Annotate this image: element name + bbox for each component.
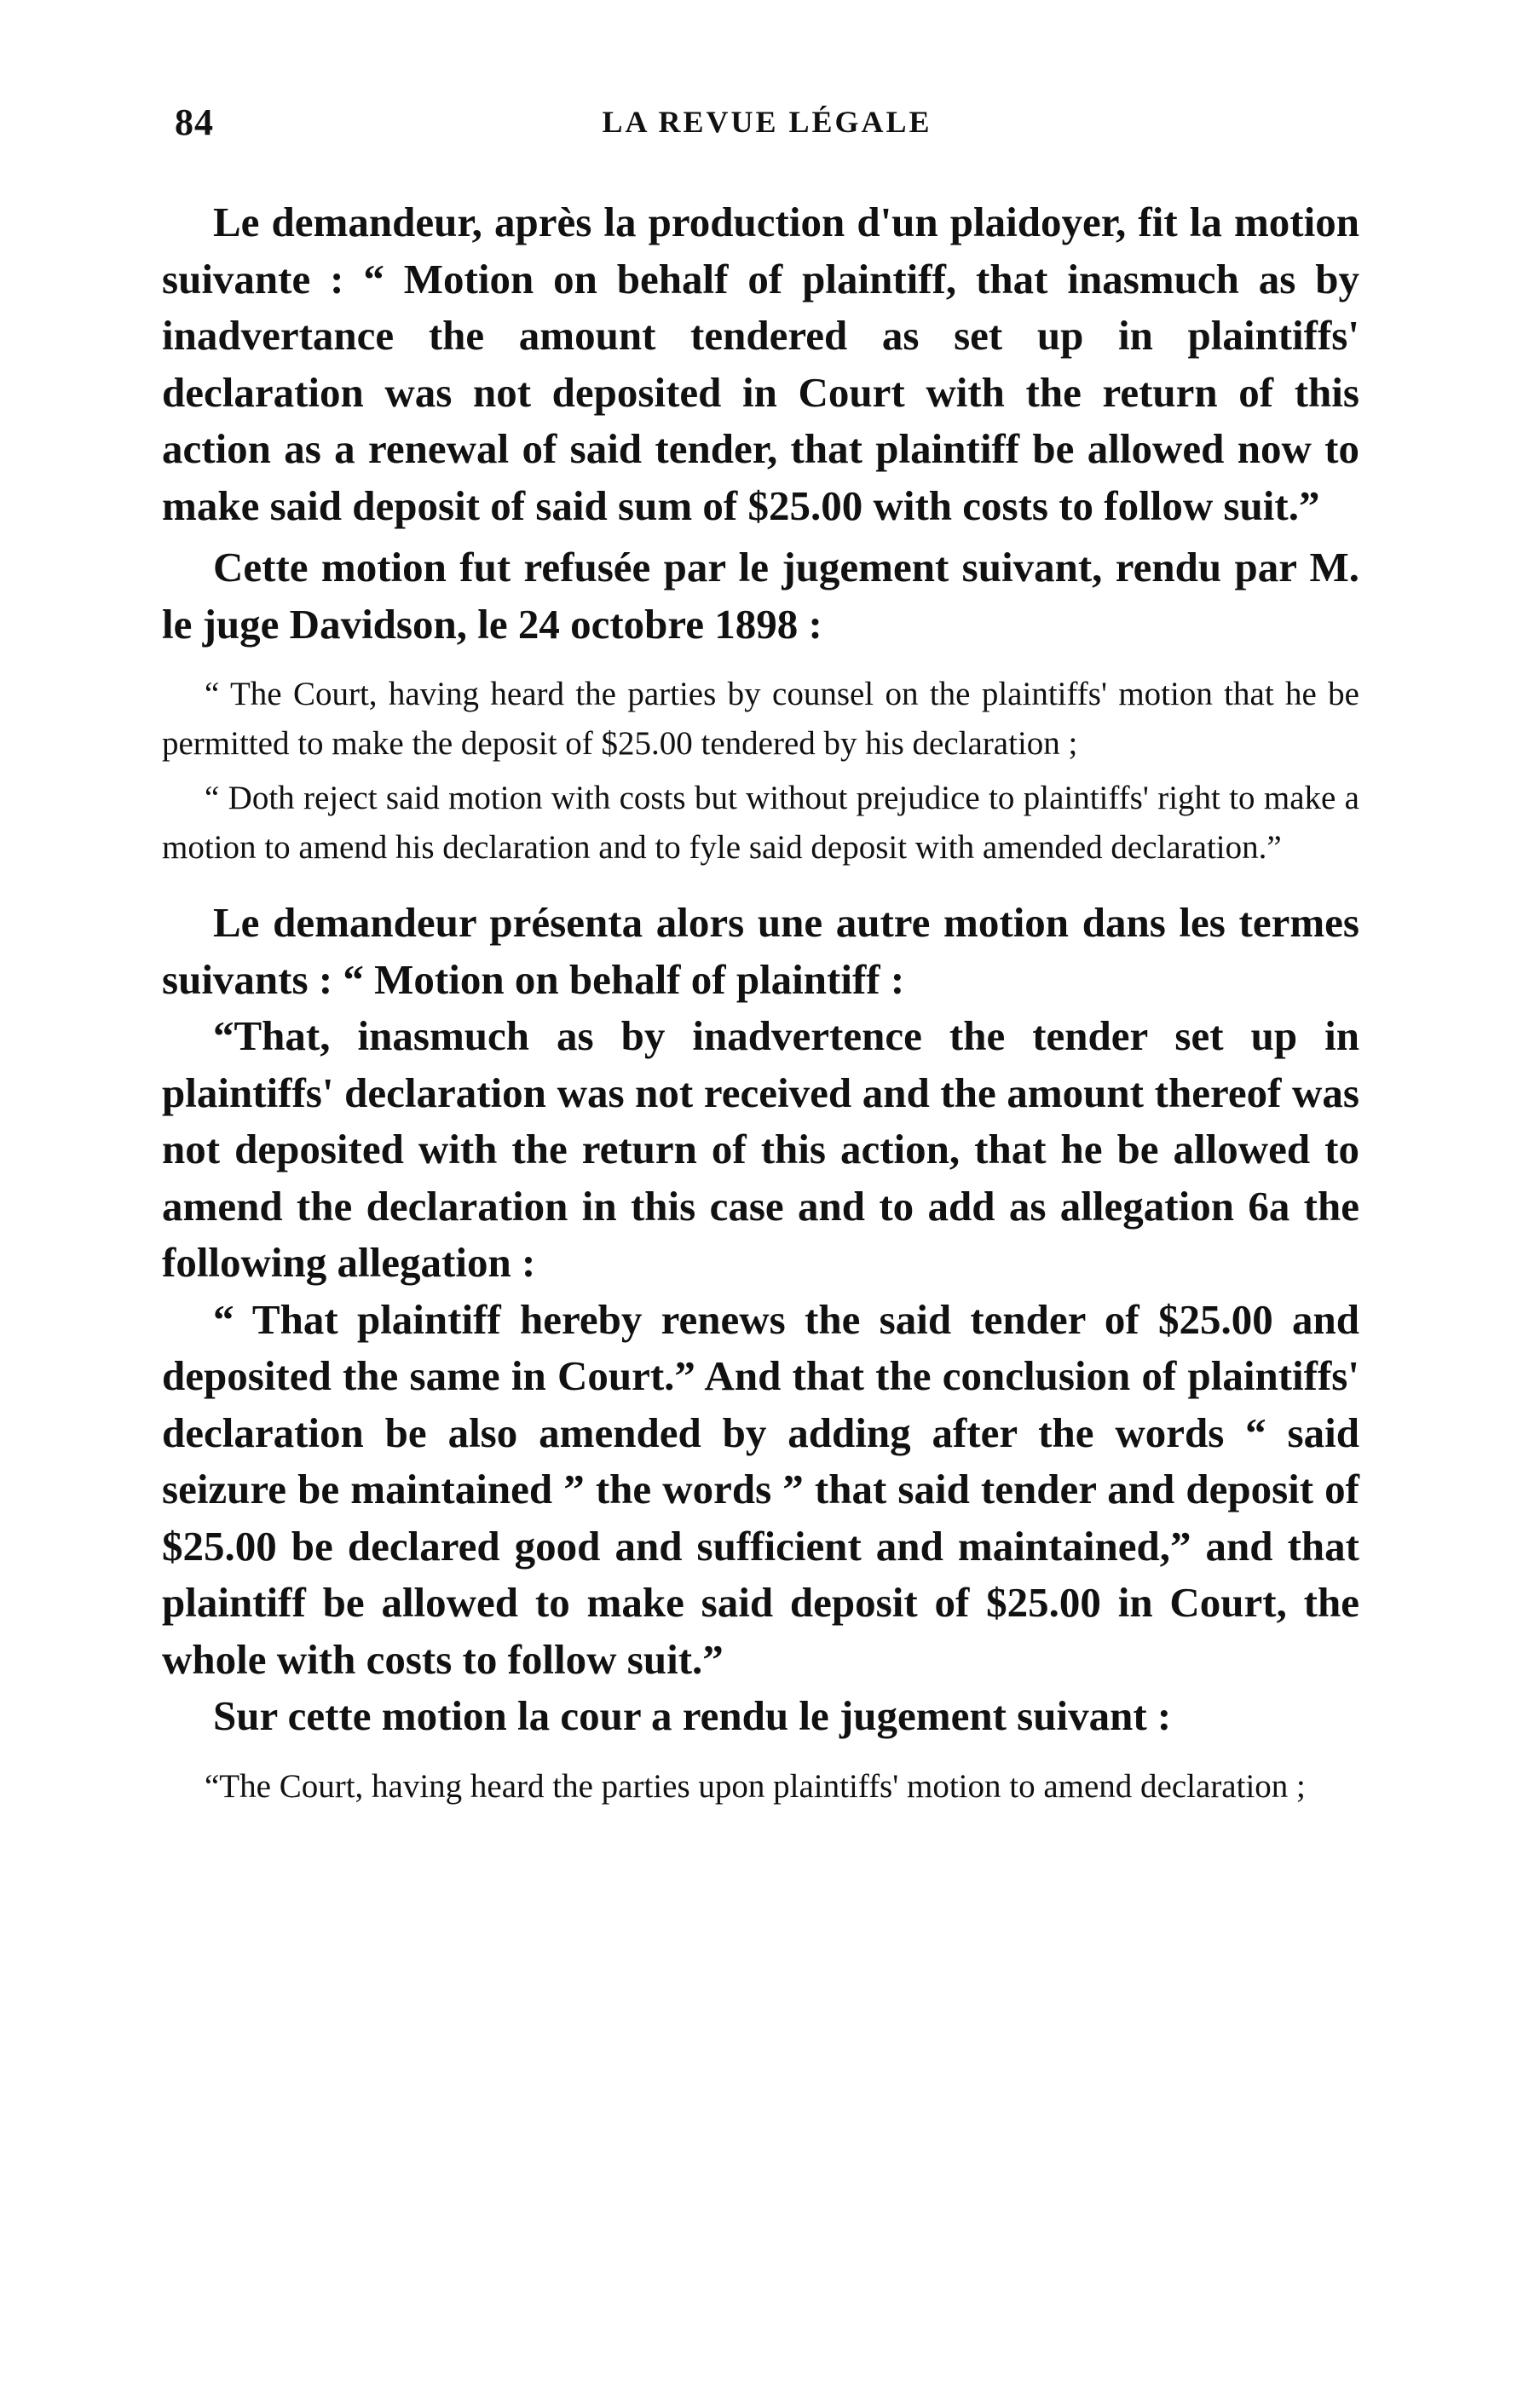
quote-court-second-judgment: “The Court, having heard the parties upon plaintiffs' motion to amend declaration ;	[205, 1767, 1306, 1805]
paragraph-renews-tender: “ That plaintiff hereby renews the said tender of $25.00 and deposited the same in Court.” And that the conclusion of plaintiffs' declaration be also amended by adding after the words “ said seizure be maintained ” the words ” that said tender and deposit of $25.00 be declared good and sufficient and maintained,” and that plaintiff be allowed to make said deposit of $25.00 in Court, the whole with costs to follow suit.”	[162, 1295, 1359, 1683]
paragraph-inadvertence: “That, inasmuch as by inadvertence the tender set up in plaintiffs' declaration was not received and the amount thereof was not deposited with the return of this action, that he be allowed to amend the declaration in this case and to add as allegation 6a the following allegation :	[162, 1012, 1359, 1286]
quote-court-first-judgment: “ The Court, having heard the parties by counsel on the plaintiffs' motion that he be permitted to make the deposit of $25.00 tendered by his declaration ;	[162, 676, 1359, 762]
paragraph-motion-intro: Le demandeur, après la production d'un plaidoyer, fit la motion suivante : “ Motion on behalf of plaintiff, that inasmuch as by inadvertance the amount tendered as set up in plaintiffs' declaration was not deposited in Court with the return of this action as a renewal of said tender, that plaintiff be allowed now to make said deposit of said sum of $25.00 with costs to follow suit.”	[162, 199, 1359, 529]
paragraph-second-judgment-intro: Sur cette motion la cour a rendu le jugement suivant :	[213, 1692, 1172, 1739]
page-number: 84	[175, 101, 214, 143]
quote-doth-reject: “ Doth reject said motion with costs but without prejudice to plaintiffs' right to make a motion to amend his declaration and to fyle said deposit with amended declaration.”	[162, 780, 1359, 866]
running-head: LA REVUE LÉGALE	[602, 105, 932, 139]
page-header	[175, 101, 1359, 152]
body-text	[162, 194, 1359, 1812]
paragraph-second-motion: Le demandeur présenta alors une autre motion dans les termes suivants : “ Motion on behalf of plaintiff :	[162, 899, 1359, 1003]
paragraph-motion-refused: Cette motion fut refusée par le jugement suivant, rendu par M. le juge Davidson, le 24 octobre 1898 :	[162, 544, 1359, 648]
